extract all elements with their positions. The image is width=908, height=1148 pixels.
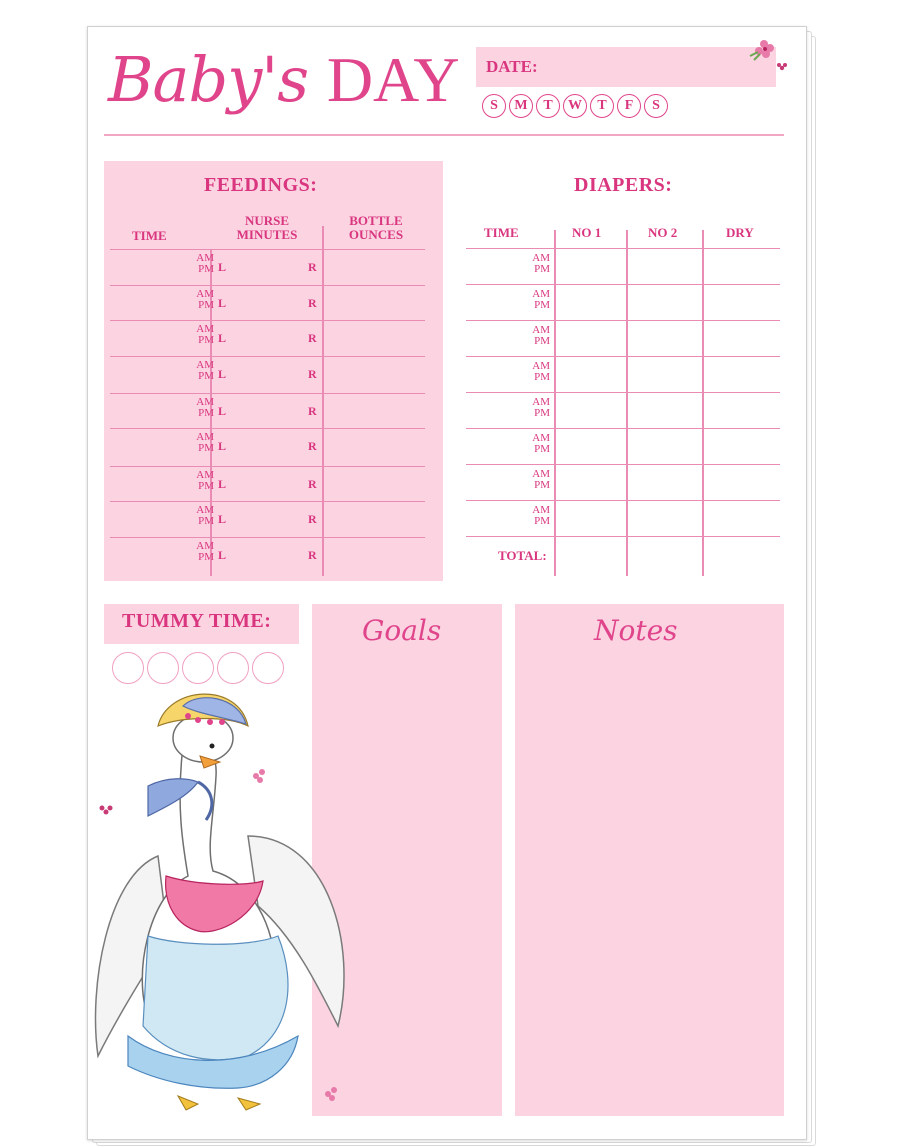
feeding-row[interactable] — [110, 428, 425, 464]
diaper-row[interactable] — [466, 500, 780, 537]
ampm-label — [178, 432, 214, 454]
am-label: AM — [196, 288, 214, 300]
weekday-wednesday[interactable]: W — [563, 94, 587, 118]
am-label: AM — [196, 540, 214, 552]
am-label: AM — [532, 468, 550, 480]
left-side-label: L — [218, 260, 227, 274]
feedings-col-time: TIME — [132, 228, 167, 243]
ampm-label — [514, 505, 550, 527]
pm-label: PM — [198, 442, 214, 454]
right-side-label: R — [308, 296, 317, 310]
am-label: AM — [532, 360, 550, 372]
pm-label: PM — [534, 515, 550, 527]
ampm-label — [514, 469, 550, 491]
diaper-row[interactable] — [466, 284, 780, 321]
feedings-col-bottle-line1: BOTTLE — [349, 213, 403, 228]
weekday-saturday[interactable]: S — [644, 94, 668, 118]
ampm-label — [178, 324, 214, 346]
diapers-col-no1: NO 1 — [572, 225, 602, 240]
tummy-time-checkbox[interactable] — [217, 652, 249, 684]
am-label: AM — [196, 469, 214, 481]
diapers-total-divider — [466, 536, 780, 537]
feedings-col-bottle-line2: OUNCES — [348, 226, 404, 242]
feeding-row[interactable] — [110, 501, 425, 537]
ampm-label — [514, 397, 550, 419]
left-side-label: L — [218, 404, 227, 418]
am-label: AM — [532, 252, 550, 264]
goals-title: Goals — [362, 614, 442, 647]
pm-label: PM — [534, 335, 550, 347]
feedings-title: FEEDINGS: — [204, 174, 318, 196]
diaper-row[interactable] — [466, 356, 780, 393]
ampm-label — [178, 505, 214, 527]
am-label: AM — [532, 432, 550, 444]
right-side-label: R — [308, 367, 317, 381]
ampm-label — [514, 361, 550, 383]
ampm-label — [514, 325, 550, 347]
notes-field[interactable] — [515, 604, 784, 1116]
ampm-label — [178, 470, 214, 492]
left-side-label: L — [218, 477, 227, 491]
diapers-col-no2: NO 2 — [648, 225, 678, 240]
tummy-time-title: TUMMY TIME: — [122, 610, 272, 632]
tummy-time-circles — [112, 652, 284, 684]
weekday-sunday[interactable]: S — [482, 94, 506, 118]
right-side-label: R — [308, 439, 317, 453]
right-side-label: R — [308, 260, 317, 274]
pm-label: PM — [534, 443, 550, 455]
pm-label: PM — [534, 263, 550, 275]
am-label: AM — [196, 504, 214, 516]
flower-icon — [742, 34, 792, 76]
feedings-col-nurse-line2: MINUTES — [236, 226, 298, 242]
feeding-row[interactable] — [110, 393, 425, 429]
diaper-row[interactable] — [466, 464, 780, 501]
ampm-label — [514, 433, 550, 455]
feeding-row[interactable] — [110, 356, 425, 392]
feedings-col-bottle — [336, 214, 416, 241]
am-label: AM — [196, 431, 214, 443]
ampm-label — [514, 289, 550, 311]
pm-label: PM — [534, 299, 550, 311]
title-script: Baby's — [108, 43, 309, 116]
tummy-time-checkbox[interactable] — [182, 652, 214, 684]
pm-label: PM — [534, 407, 550, 419]
am-label: AM — [196, 359, 214, 371]
header-divider — [104, 134, 784, 136]
left-side-label: L — [218, 439, 227, 453]
pm-label: PM — [198, 407, 214, 419]
right-side-label: R — [308, 477, 317, 491]
page-title — [108, 43, 460, 116]
pm-label: PM — [198, 263, 214, 275]
feeding-row[interactable] — [110, 249, 425, 285]
ampm-label — [514, 253, 550, 275]
title-day: DAY — [326, 44, 460, 115]
am-label: AM — [196, 252, 214, 264]
left-side-label: L — [218, 512, 227, 526]
weekday-monday[interactable]: M — [509, 94, 533, 118]
notes-title: Notes — [594, 614, 678, 647]
diaper-row[interactable] — [466, 320, 780, 357]
left-side-label: L — [218, 548, 227, 562]
ampm-label — [178, 289, 214, 311]
goose-illustration — [88, 686, 364, 1122]
diaper-row[interactable] — [466, 248, 780, 285]
diapers-col-time: TIME — [484, 225, 519, 240]
date-label: DATE: — [486, 57, 538, 76]
feeding-row[interactable] — [110, 285, 425, 321]
am-label: AM — [532, 504, 550, 516]
left-side-label: L — [218, 367, 227, 381]
right-side-label: R — [308, 512, 317, 526]
feeding-row[interactable] — [110, 466, 425, 502]
tummy-time-checkbox[interactable] — [112, 652, 144, 684]
pm-label: PM — [198, 515, 214, 527]
right-side-label: R — [308, 548, 317, 562]
right-side-label: R — [308, 404, 317, 418]
am-label: AM — [532, 288, 550, 300]
diapers-title: DIAPERS: — [574, 174, 673, 196]
diapers-total-label: TOTAL: — [498, 548, 547, 563]
feeding-row[interactable] — [110, 320, 425, 356]
ampm-label — [178, 397, 214, 419]
feedings-col-nurse-line1: NURSE — [244, 213, 290, 228]
tummy-time-checkbox[interactable] — [147, 652, 179, 684]
right-side-label: R — [308, 331, 317, 345]
feeding-row[interactable] — [110, 537, 425, 573]
ampm-label — [178, 360, 214, 382]
weekday-friday[interactable]: F — [617, 94, 641, 118]
ampm-label — [178, 541, 214, 563]
pm-label: PM — [198, 299, 214, 311]
am-label: AM — [532, 396, 550, 408]
weekday-selector — [482, 94, 668, 118]
ampm-label — [178, 253, 214, 275]
left-side-label: L — [218, 331, 227, 345]
pm-label: PM — [198, 480, 214, 492]
am-label: AM — [196, 323, 214, 335]
left-side-label: L — [218, 296, 227, 310]
pm-label: PM — [198, 551, 214, 563]
weekday-thursday[interactable]: T — [590, 94, 614, 118]
am-label: AM — [196, 396, 214, 408]
feedings-col-nurse — [228, 214, 306, 241]
diaper-row[interactable] — [466, 428, 780, 465]
pm-label: PM — [534, 371, 550, 383]
pm-label: PM — [198, 334, 214, 346]
weekday-tuesday[interactable]: T — [536, 94, 560, 118]
tummy-time-checkbox[interactable] — [252, 652, 284, 684]
pm-label: PM — [198, 370, 214, 382]
am-label: AM — [532, 324, 550, 336]
pm-label: PM — [534, 479, 550, 491]
diaper-row[interactable] — [466, 392, 780, 429]
diapers-col-dry: DRY — [726, 225, 754, 240]
